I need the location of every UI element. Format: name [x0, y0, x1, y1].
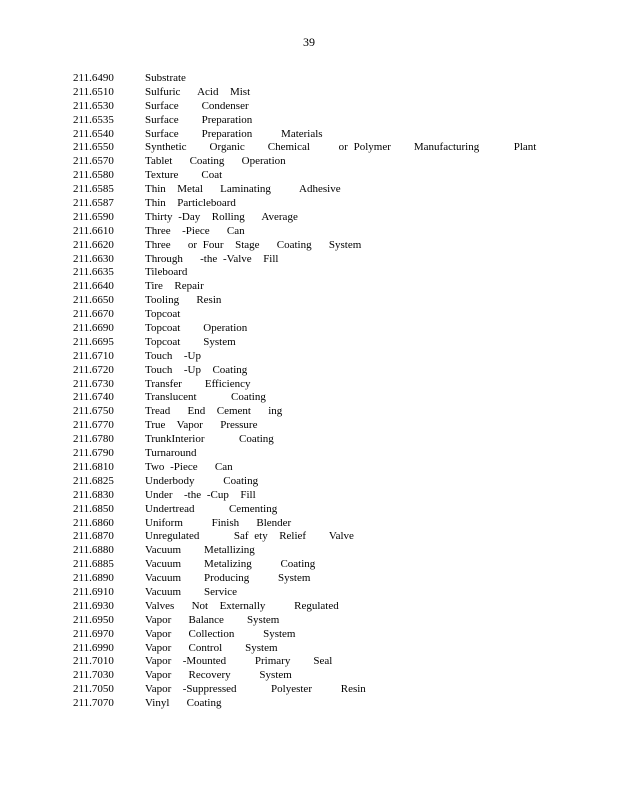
list-item — [73, 391, 593, 405]
defined-term: Unregulated Saf ety Relief Valve — [145, 530, 354, 543]
section-number: 211.6950 — [73, 613, 114, 626]
defined-term: Vapor -Mounted Primary Seal — [145, 655, 333, 668]
section-number: 211.6550 — [73, 141, 114, 154]
list-item — [73, 600, 593, 614]
defined-term: Uniform Finish Blender — [145, 516, 292, 529]
defined-term: Topcoat — [145, 308, 181, 321]
list-item — [73, 169, 593, 183]
section-number: 211.7030 — [73, 669, 114, 682]
list-item — [73, 642, 593, 656]
section-number: 211.6590 — [73, 210, 114, 223]
list-item — [73, 86, 593, 100]
defined-term: Tread End Cement ing — [145, 405, 283, 418]
list-item — [73, 308, 593, 322]
section-number: 211.6830 — [73, 488, 114, 501]
list-item — [73, 683, 593, 697]
section-number: 211.6780 — [73, 433, 114, 446]
list-item — [73, 350, 593, 364]
definition-index-list — [73, 72, 593, 711]
list-item — [73, 294, 593, 308]
section-number: 211.6530 — [73, 99, 114, 112]
list-item — [73, 517, 593, 531]
defined-term: Vapor Collection System — [145, 627, 296, 640]
section-number: 211.6580 — [73, 169, 114, 182]
section-number: 211.6535 — [73, 113, 114, 126]
section-number: 211.6970 — [73, 627, 114, 640]
section-number: 211.6790 — [73, 447, 114, 460]
list-item — [73, 614, 593, 628]
defined-term: Vapor Balance System — [145, 613, 280, 626]
defined-term: Topcoat Operation — [145, 322, 248, 335]
defined-term: Under -the -Cup Fill — [145, 488, 256, 501]
defined-term: Tooling Resin — [145, 294, 222, 307]
defined-term: TrunkInterior Coating — [145, 433, 274, 446]
defined-term: Valves Not Externally Regulated — [145, 599, 339, 612]
section-number: 211.7050 — [73, 683, 114, 696]
list-item — [73, 197, 593, 211]
section-number: 211.6860 — [73, 516, 114, 529]
list-item — [73, 530, 593, 544]
section-number: 211.6870 — [73, 530, 114, 543]
section-number: 211.6650 — [73, 294, 114, 307]
list-item — [73, 128, 593, 142]
section-number: 211.6710 — [73, 349, 114, 362]
section-number: 211.6720 — [73, 363, 114, 376]
defined-term: Three or Four Stage Coating System — [145, 238, 362, 251]
section-number: 211.6690 — [73, 322, 114, 335]
defined-term: Substrate — [145, 72, 186, 84]
defined-term: Synthetic Organic Chemical or Polymer Manufacturing Plant — [145, 141, 537, 154]
list-item — [73, 697, 593, 711]
list-item — [73, 225, 593, 239]
list-item — [73, 114, 593, 128]
section-number: 211.7010 — [73, 655, 114, 668]
defined-term: Vinyl Coating — [145, 697, 222, 710]
section-number: 211.6990 — [73, 641, 114, 654]
section-number: 211.6640 — [73, 280, 114, 293]
list-item — [73, 239, 593, 253]
defined-term: Touch -Up Coating — [145, 363, 248, 376]
section-number: 211.7070 — [73, 697, 114, 710]
list-item — [73, 419, 593, 433]
defined-term: Through -the -Valve Fill — [145, 252, 279, 265]
list-item — [73, 405, 593, 419]
list-item — [73, 544, 593, 558]
section-number: 211.6510 — [73, 85, 114, 98]
defined-term: Thirty -Day Rolling Average — [145, 210, 298, 223]
section-number: 211.6740 — [73, 391, 114, 404]
list-item — [73, 461, 593, 475]
section-number: 211.6570 — [73, 155, 114, 168]
page-number: 39 — [303, 35, 315, 49]
section-number: 211.6885 — [73, 558, 114, 571]
defined-term: Vacuum Metallizing — [145, 544, 255, 557]
defined-term: Surface Preparation Materials — [145, 127, 323, 140]
list-item — [73, 364, 593, 378]
section-number: 211.6825 — [73, 474, 114, 487]
section-number: 211.6880 — [73, 544, 114, 557]
defined-term: Vacuum Producing System — [145, 572, 311, 585]
list-item — [73, 447, 593, 461]
section-number: 211.6810 — [73, 460, 114, 473]
defined-term: Thin Metal Laminating Adhesive — [145, 183, 341, 196]
defined-term: Underbody Coating — [145, 474, 259, 487]
list-item — [73, 141, 593, 155]
section-number: 211.6610 — [73, 224, 114, 237]
section-number: 211.6770 — [73, 419, 114, 432]
section-number: 211.6750 — [73, 405, 114, 418]
section-number: 211.6890 — [73, 572, 114, 585]
section-number: 211.6587 — [73, 197, 114, 210]
list-item — [73, 72, 593, 86]
section-number: 211.6490 — [73, 72, 114, 84]
list-item — [73, 280, 593, 294]
defined-term: Three -Piece Can — [145, 224, 245, 237]
defined-term: Vacuum Service — [145, 585, 238, 598]
section-number: 211.6850 — [73, 502, 114, 515]
list-item — [73, 572, 593, 586]
list-item — [73, 558, 593, 572]
list-item — [73, 489, 593, 503]
defined-term: Turnaround — [145, 447, 197, 460]
defined-term: Tileboard — [145, 266, 188, 279]
list-item — [73, 586, 593, 600]
list-item — [73, 211, 593, 225]
defined-term: Two -Piece Can — [145, 460, 233, 473]
list-item — [73, 433, 593, 447]
defined-term: Texture Coat — [145, 169, 223, 182]
defined-term: Vapor Control System — [145, 641, 278, 654]
defined-term: Topcoat System — [145, 335, 236, 348]
section-number: 211.6630 — [73, 252, 114, 265]
list-item — [73, 475, 593, 489]
defined-term: Touch -Up — [145, 349, 201, 362]
defined-term: Translucent Coating — [145, 391, 266, 404]
defined-term: Thin Particleboard — [145, 197, 236, 210]
section-number: 211.6540 — [73, 127, 114, 140]
section-number: 211.6930 — [73, 599, 114, 612]
list-item — [73, 266, 593, 280]
list-item — [73, 628, 593, 642]
list-item — [73, 503, 593, 517]
list-item — [73, 669, 593, 683]
list-item — [73, 100, 593, 114]
list-item — [73, 336, 593, 350]
section-number: 211.6620 — [73, 238, 114, 251]
section-number: 211.6670 — [73, 308, 114, 321]
defined-term: Vapor -Suppressed Polyester Resin — [145, 683, 366, 696]
defined-term: Tire Repair — [145, 280, 204, 293]
defined-term: True Vapor Pressure — [145, 419, 258, 432]
section-number: 211.6910 — [73, 585, 114, 598]
list-item — [73, 155, 593, 169]
defined-term: Surface Preparation — [145, 113, 253, 126]
defined-term: Transfer Efficiency — [145, 377, 251, 390]
section-number: 211.6730 — [73, 377, 114, 390]
list-item — [73, 378, 593, 392]
defined-term: Surface Condenser — [145, 99, 249, 112]
list-item — [73, 253, 593, 267]
list-item — [73, 322, 593, 336]
defined-term: Undertread Cementing — [145, 502, 278, 515]
section-number: 211.6635 — [73, 266, 114, 279]
list-item — [73, 183, 593, 197]
defined-term: Sulfuric Acid Mist — [145, 85, 251, 98]
section-number: 211.6695 — [73, 335, 114, 348]
defined-term: Tablet Coating Operation — [145, 155, 286, 168]
defined-term: Vacuum Metalizing Coating — [145, 558, 316, 571]
defined-term: Vapor Recovery System — [145, 669, 292, 682]
list-item — [73, 655, 593, 669]
section-number: 211.6585 — [73, 183, 114, 196]
